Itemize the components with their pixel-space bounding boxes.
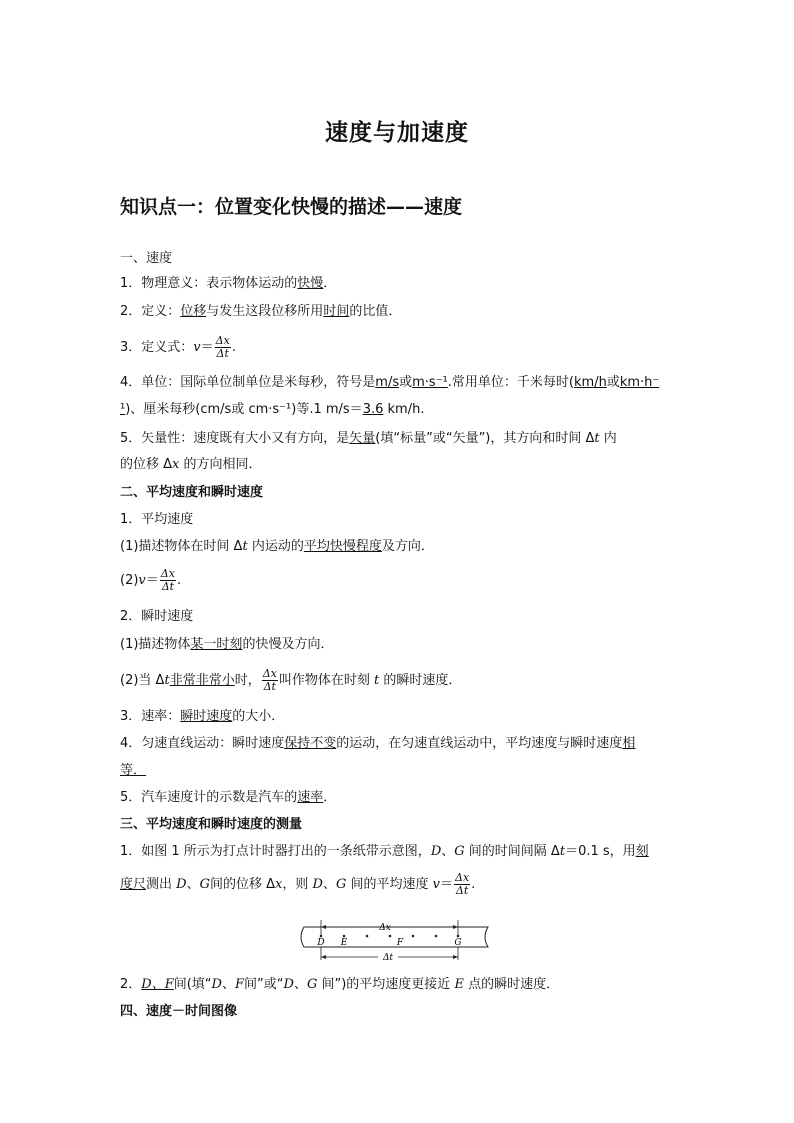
dt-dimension <box>321 947 458 963</box>
dot-D <box>320 935 323 938</box>
answer: 相 <box>622 736 636 751</box>
equals: ＝ <box>439 877 453 892</box>
text: (2)当 Δ <box>120 673 165 688</box>
text: (填“标量”或“矢量”)，其方向和时间 Δ <box>375 431 595 446</box>
text: 或 <box>606 375 620 390</box>
item-avg-describe <box>120 538 434 556</box>
text: 1．如图 1 所示为打点计时器打出的一条纸带示意图， <box>120 844 431 859</box>
label-E: E <box>340 938 348 948</box>
text: 5．汽车速度计的示数是汽车的 <box>120 790 298 805</box>
subsection-heading-measurement: 三、平均速度和瞬时速度的测量 <box>120 817 303 832</box>
answer: 刻 <box>635 844 649 859</box>
answer: 3.6 <box>362 402 384 417</box>
text: 间(填“ <box>173 977 212 992</box>
var-t: t <box>374 673 380 688</box>
answer: 保持不变 <box>284 736 337 751</box>
dx-dimension <box>321 920 458 936</box>
var-G: G <box>306 977 318 992</box>
text: 2． <box>120 977 142 992</box>
text: 的瞬时速度． <box>379 673 462 688</box>
answer: 等． <box>120 763 147 778</box>
text: 间的平均速度 <box>346 877 433 892</box>
dot-G <box>457 935 460 938</box>
var-t: t <box>164 673 170 688</box>
var-F: F <box>235 977 245 992</box>
item-uniform-motion-cont <box>120 762 146 780</box>
var-t: t <box>594 431 600 446</box>
text: 、 <box>293 977 307 992</box>
dot-F <box>412 935 415 938</box>
item-definition <box>120 303 401 321</box>
item-tape-question-cont <box>120 867 475 903</box>
text: . <box>176 573 182 588</box>
text: . <box>231 340 236 355</box>
answer: 矢量 <box>349 431 376 446</box>
item-formula <box>120 330 236 366</box>
answer: m·s⁻¹ <box>412 375 448 390</box>
label-G: G <box>454 938 462 948</box>
subsection-heading-vt-graph: 四、速度－时间图像 <box>120 1004 238 1019</box>
text: 及方向． <box>381 539 434 554</box>
item-uniform-motion <box>120 735 635 753</box>
text: 的运动，在匀速直线运动中，平均速度与瞬时速度 <box>336 736 623 751</box>
text: 5．矢量性：速度既有大小又有方向，是 <box>120 431 350 446</box>
section-heading: 知识点一：位置变化快慢的描述——速度 <box>120 196 463 218</box>
answer: 非常非常小 <box>169 673 235 688</box>
item-instant-velocity: 2．瞬时速度 <box>120 609 194 624</box>
subsection-heading-avg-instant: 二、平均速度和瞬时速度 <box>120 485 264 500</box>
text: 或 <box>399 375 413 390</box>
text: 间的位移 Δ <box>210 877 276 892</box>
answer: 时间 <box>323 304 350 319</box>
item-speed <box>120 708 284 726</box>
numerator: Δx <box>455 871 470 884</box>
numerator: Δx <box>215 334 230 347</box>
text: 3．速率： <box>120 709 181 724</box>
fraction-dx-dt <box>215 335 231 360</box>
dot <box>435 935 438 938</box>
text: 的快慢及方向． <box>242 637 334 652</box>
item-physical-meaning <box>120 275 336 293</box>
denominator: Δt <box>263 680 276 693</box>
text: 间”)的平均速度更接近 <box>317 977 455 992</box>
text: 3．定义式： <box>120 340 194 355</box>
text: ＝0.1 s，用 <box>565 844 636 859</box>
item-closer-interval <box>120 976 559 994</box>
equals: ＝ <box>200 340 214 355</box>
var-D: D <box>430 844 442 859</box>
var-D: D <box>312 877 323 892</box>
fraction-dx-dt <box>262 668 278 693</box>
text: 内运动的 <box>247 539 304 554</box>
dot <box>366 935 369 938</box>
text: 4．单位：国际单位制单位是米每秒，符号是 <box>120 375 376 390</box>
text: 2．定义： <box>120 304 181 319</box>
item-average-velocity: 1．平均速度 <box>120 512 194 527</box>
var-t: t <box>242 539 248 554</box>
text: 4．匀速直线运动：瞬时速度 <box>120 736 285 751</box>
answer: D、F <box>141 977 174 992</box>
item-unit <box>120 374 659 392</box>
text: 叫作物体在时刻 <box>278 673 375 688</box>
text: 的比值． <box>349 304 402 319</box>
answer: 某一时刻 <box>190 637 243 652</box>
var-G: G <box>454 844 465 859</box>
label-dx: Δx <box>379 923 391 933</box>
answer: m/s <box>375 375 400 390</box>
item-instant-formula <box>120 663 461 699</box>
text: 与发生这段位移所用 <box>206 304 324 319</box>
item-vector <box>120 430 617 448</box>
text: 测出 <box>146 877 177 892</box>
text: ，则 <box>282 877 313 892</box>
var-E: E <box>454 977 464 992</box>
text: . <box>471 877 476 892</box>
var-G: G <box>335 877 347 892</box>
dot-E <box>343 935 346 938</box>
denominator: Δt <box>216 347 229 360</box>
answer: 快慢 <box>297 276 324 291</box>
text: 的位移 Δ <box>120 457 173 472</box>
denominator: Δt <box>161 580 175 593</box>
text: (1)描述物体 <box>120 637 191 652</box>
item-tape-question <box>120 843 649 861</box>
text: .常用单位：千米每时( <box>447 375 574 390</box>
text: ． <box>323 790 337 805</box>
text: 时， <box>234 673 261 688</box>
var-v: v <box>138 573 146 588</box>
ticker-tape-figure <box>298 916 493 966</box>
subsection-heading-velocity: 一、速度 <box>120 251 173 266</box>
text: (1)描述物体在时间 Δ <box>120 539 243 554</box>
text: 点的瞬时速度． <box>463 977 560 992</box>
var-x: x <box>172 457 180 472</box>
label-F: F <box>396 938 404 948</box>
dot <box>389 935 392 938</box>
text: )、厘米每秒(cm/s或 cm·s⁻¹)等.1 m/s＝ <box>125 402 363 417</box>
text: 间”或“ <box>244 977 284 992</box>
var-D: D <box>283 977 294 992</box>
text: 的方向相同． <box>179 457 262 472</box>
answer: km·h⁻ <box>619 375 660 390</box>
text: 、 <box>441 844 455 859</box>
fraction-dx-dt <box>454 872 470 897</box>
text: 间的时间间隔 Δ <box>464 844 560 859</box>
numerator: Δx <box>262 667 277 680</box>
item-unit-cont <box>120 401 424 419</box>
label-D: D <box>317 938 325 948</box>
text: 、 <box>221 977 235 992</box>
answer: 平均快慢程度 <box>303 539 382 554</box>
text: 、 <box>186 877 200 892</box>
text: 的大小． <box>232 709 285 724</box>
var-D: D <box>211 977 222 992</box>
answer: ¹ <box>120 402 126 417</box>
var-t: t <box>559 844 566 859</box>
text: (2) <box>120 573 139 588</box>
var-v: v <box>432 877 440 892</box>
text: 内 <box>599 431 617 446</box>
fraction-dx-dt <box>160 568 176 593</box>
item-vector-cont <box>120 456 262 474</box>
page-title: 速度与加速度 <box>325 120 469 146</box>
equals: ＝ <box>145 573 159 588</box>
var-v: v <box>193 340 201 355</box>
item-avg-formula <box>120 563 181 599</box>
text: km/h. <box>383 402 425 417</box>
var-G: G <box>199 877 210 892</box>
answer: 位移 <box>180 304 207 319</box>
answer: 度尺 <box>120 877 147 892</box>
answer: 速率 <box>297 790 324 805</box>
text: ． <box>323 276 337 291</box>
item-speedometer <box>120 789 336 807</box>
numerator: Δx <box>160 567 175 580</box>
var-D: D <box>176 877 187 892</box>
tape-dots <box>320 935 460 938</box>
text: 、 <box>322 877 336 892</box>
label-dt: Δt <box>382 953 394 963</box>
answer: 瞬时速度 <box>180 709 233 724</box>
item-instant-describe <box>120 636 333 654</box>
text: 1．物理意义：表示物体运动的 <box>120 276 298 291</box>
denominator: Δt <box>455 884 469 897</box>
answer: km/h <box>574 375 607 390</box>
var-x: x <box>275 877 283 892</box>
